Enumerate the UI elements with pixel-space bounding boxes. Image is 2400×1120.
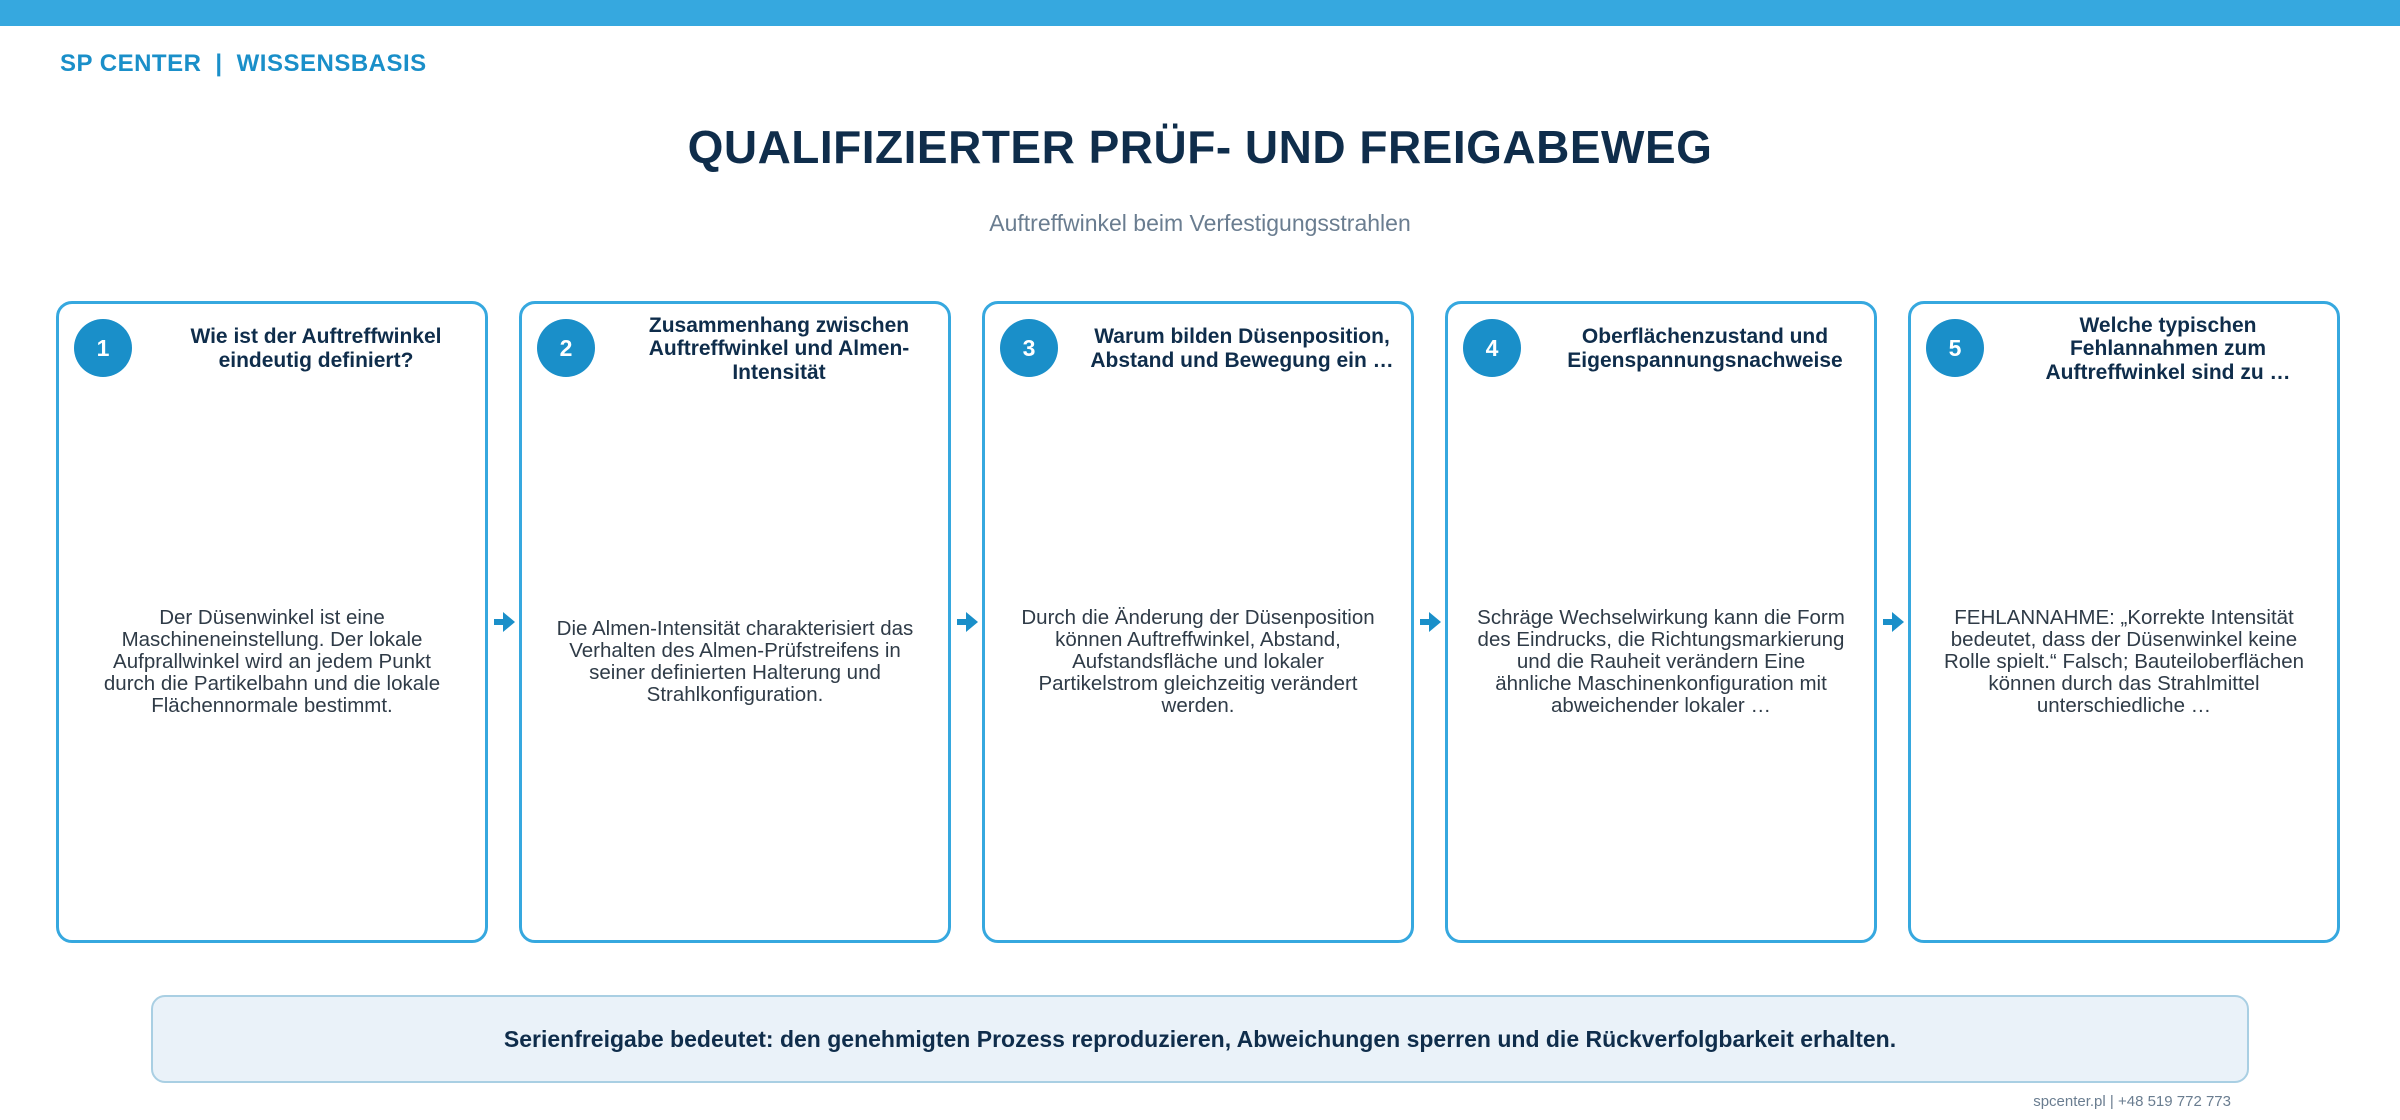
page-title: QUALIFIZIERTER PRÜF- UND FREIGABEWEG	[687, 121, 1713, 173]
step-title: Welche typischen Fehlannahmen zum Auftreffwinkel sind zu …	[2045, 313, 2291, 384]
arrow-right-icon	[957, 610, 979, 634]
arrow-right-icon	[1420, 610, 1442, 634]
step-number-badge: 5	[1926, 319, 1984, 377]
step-title: Wie ist der Auftreffwinkel eindeutig definiert?	[190, 325, 442, 372]
step-description: Der Düsenwinkel ist eine Maschineneinstellung. Der lokale Aufprallwinkel wird an jedem Punkt durch die Partikelbahn und die lokale Flächennormale bestimmt.	[103, 605, 441, 718]
summary-note: Serienfreigabe bedeutet: den genehmigten Prozess reproduzieren, Abweichungen sperren und die Rückverfolgbarkeit erhalten.	[151, 995, 2249, 1083]
step-title: Warum bilden Düsenposition, Abstand und Bewegung ein …	[1090, 325, 1394, 372]
step-number-badge: 1	[74, 319, 132, 377]
step-description: FEHLANNAHME: „Korrekte Intensität bedeutet, dass der Düsenwinkel keine Rolle spielt.“ Falsch; Bauteiloberflächen können durch das Strahlmittel unterschiedliche …	[1943, 605, 2305, 718]
step-card-4	[1445, 301, 1877, 943]
step-card-1	[56, 301, 488, 943]
step-title: Zusammenhang zwischen Auftreffwinkel und Almen-Intensität	[648, 313, 910, 384]
step-card-2	[519, 301, 951, 943]
brand-name: SP CENTER	[60, 50, 202, 77]
contact-info: spcenter.pl | +48 519 772 773	[2033, 1093, 2231, 1110]
step-description: Durch die Änderung der Düsenposition können Auftreffwinkel, Abstand, Aufstandsfläche und lokaler Partikelstrom gleichzeitig verändert werden.	[1021, 605, 1375, 718]
arrow-right-icon	[494, 610, 516, 634]
arrow-right-icon	[1883, 610, 1905, 634]
brand-separator: |	[215, 50, 223, 77]
step-card-3	[982, 301, 1414, 943]
top-accent-bar	[0, 0, 2400, 26]
step-card-5	[1908, 301, 2340, 943]
brand-section: WISSENSBASIS	[236, 50, 427, 77]
step-title: Oberflächenzustand und Eigenspannungsnachweise	[1567, 325, 1843, 372]
step-description: Die Almen-Intensität charakterisiert das Verhalten des Almen-Prüfstreifens in seiner definierten Halterung und Strahlkonfiguration.	[556, 616, 914, 707]
step-description: Schräge Wechselwirkung kann die Form des Eindrucks, die Richtungsmarkierung und die Rauheit verändern Eine ähnliche Maschinenkonfiguration mit abweichender lokaler …	[1477, 605, 1845, 718]
page-subtitle: Auftreffwinkel beim Verfestigungsstrahlen	[989, 210, 1411, 236]
step-number-badge: 3	[1000, 319, 1058, 377]
step-number-badge: 4	[1463, 319, 1521, 377]
step-number-badge: 2	[537, 319, 595, 377]
brand-header	[60, 50, 427, 78]
